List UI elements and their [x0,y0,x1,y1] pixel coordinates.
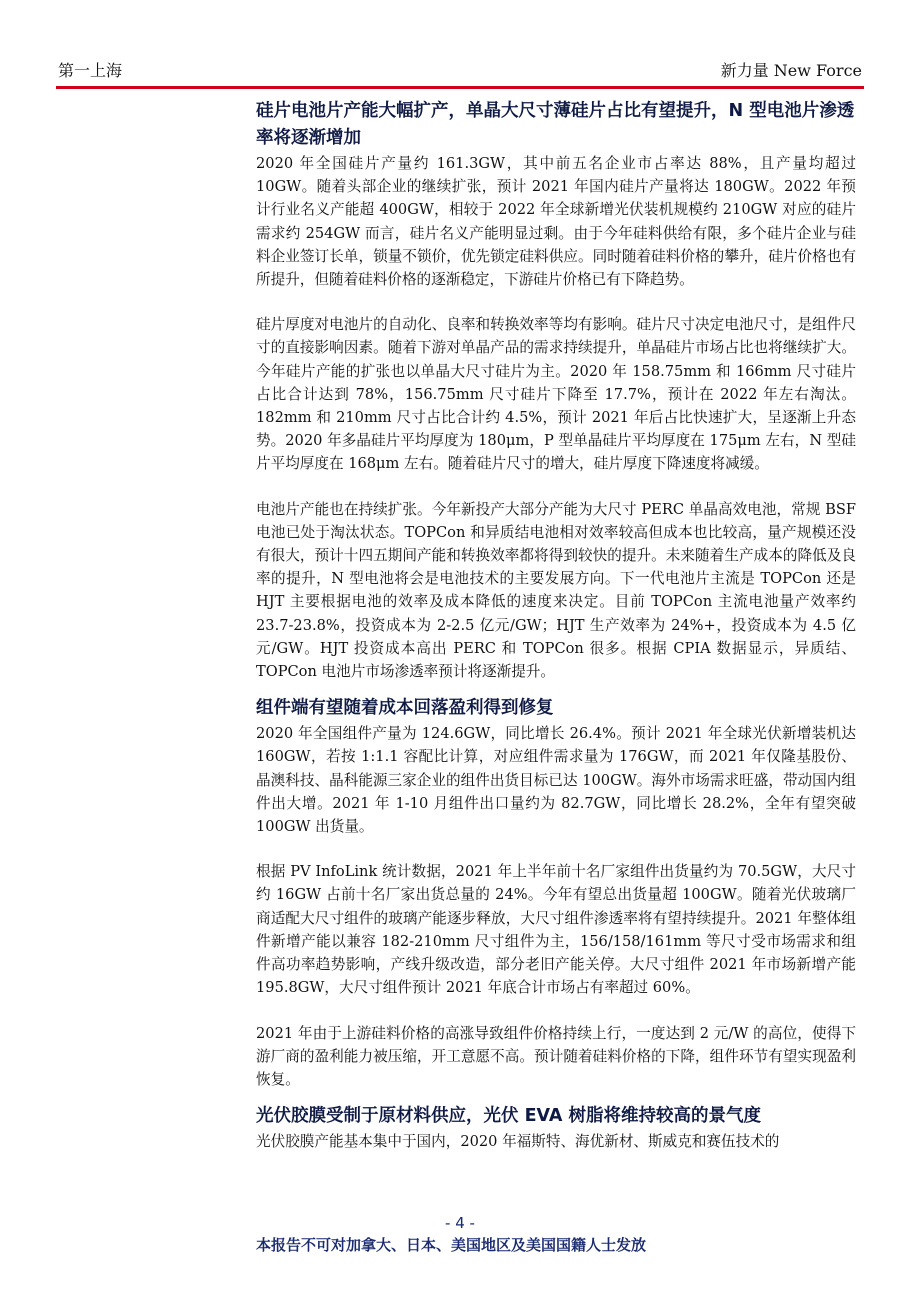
page-number-text: - 4 - [445,1214,475,1232]
paragraph-cell-capacity: 电池片产能也在持续扩张。今年新投产大部分产能为大尺寸 PERC 单晶高效电池，常规 BSF 电池已处于淘汰状态。TOPCon 和异质结电池相对效率较高但成本也比较高，量产规模还没有很大，预计十四五期间产能和转换效率都将得到较快的提升。未来随着生产成本的降低及良率的提升，N 型电池将会是电池技术的主要发展方向。下一代电池片主流是 TOPCon 还是 HJT 主要根据电池的效率及成本降低的速度来决定。目前 TOPCon 主流电池量产效率约 23.7-23.8%，投资成本为 2-2.5 亿元/GW；HJT 生产效率为 24%+，投资成本为 4.5 亿元/GW。HJT 投资成本高出 PERC 和 TOPCon 很多。根据 CPIA 数据显示，异质结、TOPCon 电池片市场渗透率预计将逐渐提升。 [256,500,856,681]
paragraph-wafer-output: 2020 年全国硅片产量约 161.3GW，其中前五名企业市占率达 88%，且产量均超过 10GW。随着头部企业的继续扩张，预计 2021 年国内硅片产量将达 180GW。2022 年预计行业名义产能超 400GW，相较于 2022 年全球新增光伏装机规模约 210GW 对应的硅片需求约 254GW 而言，硅片名义产能明显过剩。由于今年硅料供给有限，多个硅片企业与硅料企业签订长单，锁量不锁价，优先锁定硅料供应。同时随着硅料价格的攀升，硅片价格也有所提升，但随着硅料价格的逐渐稳定，下游硅片价格已有下降趋势。 [256,155,856,289]
page-number [0,1214,920,1232]
paragraph-wafer-thickness: 硅片厚度对电池片的自动化、良率和转换效率等均有影响。硅片尺寸决定电池尺寸，是组件尺寸的直接影响因素。随着下游对单晶产品的需求持续提升，单晶硅片市场占比也将继续扩大。今年硅片产能的扩张也以单晶大尺寸硅片为主。2020 年 158.75mm 和 166mm 尺寸硅片占比合计达到 78%，156.75mm 尺寸硅片下降至 17.7%，预计在 2022 年左右淘汰。182mm 和 210mm 尺寸占比合计约 4.5%，预计 2021 年后占比快速扩大，呈逐渐上升态势。2020 年多晶硅片平均厚度为 180μm，P 型单晶硅片平均厚度在 175μm 左右，N 型硅片平均厚度在 168μm 左右。随着硅片尺寸的增大，硅片厚度下降速度将减缓。 [256,316,856,473]
distribution-disclaimer: 本报告不可对加拿大、日本、美国地区及美国国籍人士发放 [256,1236,647,1254]
header-divider [56,86,864,89]
header-company-name: 第一上海 [58,61,123,80]
paragraph-module-output: 2020 年全国组件产量为 124.6GW，同比增长 26.4%。预计 2021 年全球光伏新增装机达 160GW，若按 1:1.1 容配比计算，对应组件需求量为 176GW，而 2021 年仅隆基股份、晶澳科技、晶科能源三家企业的组件出货目标已达 100GW。海外市场需求旺盛，带动国内组件出大增。2021 年 1-10 月组件出口量约为 82.7GW，同比增长 28.2%，全年有望突破 100GW 出货量。 [256,725,856,836]
paragraph-film-capacity: 光伏胶膜产能基本集中于国内，2020 年福斯特、海优新材、斯威克和赛伍技术的 [256,1133,780,1151]
section-heading-wafer-cell: 硅片电池片产能大幅扩产，单晶大尺寸薄硅片占比有望提升，N 型电池片渗透率将逐渐增加 [256,101,855,148]
header-report-series: 新力量 New Force [720,61,862,80]
section-heading-module: 组件端有望随着成本回落盈利得到修复 [256,698,554,719]
section-heading-film: 光伏胶膜受制于原材料供应，光伏 EVA 树脂将维持较高的景气度 [256,1106,762,1127]
paragraph-module-infolink: 根据 PV InfoLink 统计数据，2021 年上半年前十名厂家组件出货量约为 70.5GW，大尺寸约 16GW 占前十名厂家出货总量的 24%。今年有望总出货量超 100GW。随着光伏玻璃厂商适配大尺寸组件的玻璃产能逐步释放，大尺寸组件渗透率将有望持续提升。2021 年整体组件新增产能以兼容 182-210mm 尺寸组件为主，156/158/161mm 等尺寸受市场需求和组件高功率趋势影响，产线升级改造，部分老旧产能关停。大尺寸组件 2021 年市场新增产能 195.8GW，大尺寸组件预计 2021 年底合计市场占有率超过 60%。 [256,863,856,997]
paragraph-module-price: 2021 年由于上游硅料价格的高涨导致组件价格持续上行，一度达到 2 元/W 的高位，使得下游厂商的盈利能力被压缩，开工意愿不高。预计随着硅料价格的下降，组件环节有望实现盈利恢复。 [256,1024,856,1088]
report-body [256,98,856,1153]
